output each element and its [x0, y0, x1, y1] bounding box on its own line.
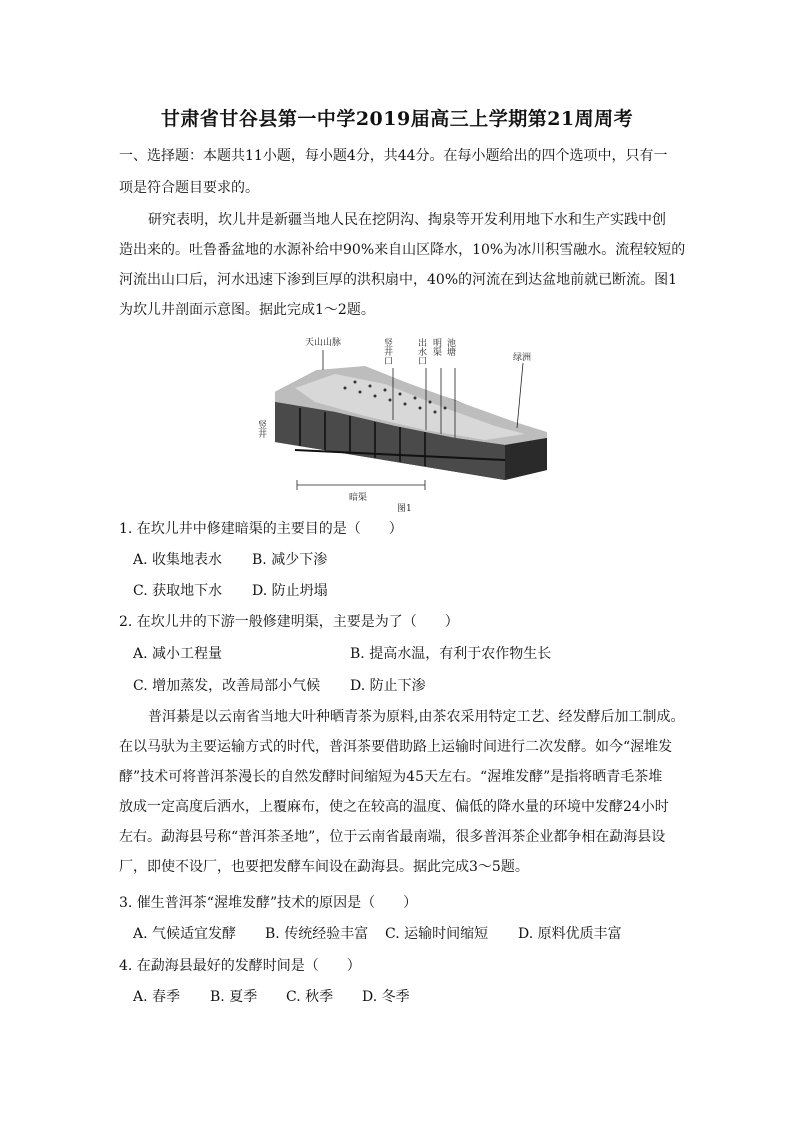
label-shaft-side: 竖井 — [256, 420, 266, 438]
q4-option-d[interactable]: D. 冬季 — [362, 989, 410, 1005]
label-pond: 池塘 — [445, 338, 455, 356]
passage1-line-1: 研究表明，坎儿井是新疆当地人民在挖阴沟、掏泉等开发利用地下水和生产实践中创 — [148, 212, 666, 228]
label-oasis: 绿洲 — [513, 353, 532, 363]
q3-option-a[interactable]: A. 气候适宜发酵 — [133, 926, 237, 942]
passage2-line-3: 酵”技术可将普洱茶漫长的自然发酵时间缩短为45天左右。“渥堆发酵”是指将晒青毛茶堆 — [119, 769, 663, 785]
q2-option-b[interactable]: B. 提高水温，有利于农作物生长 — [350, 646, 552, 662]
label-dark-canal: 暗渠 — [349, 493, 368, 503]
section-instructions-line-1: 一、选择题：本题共11小题，每小题4分，共44分。在每小题给出的四个选项中，只有一 — [119, 148, 668, 164]
q2-option-d[interactable]: D. 防止下渗 — [350, 678, 426, 694]
section-instructions-line-2: 项是符合题目要求的。 — [119, 180, 259, 196]
q4-option-b[interactable]: B. 夏季 — [210, 989, 258, 1005]
label-open-canal: 明渠 — [431, 338, 441, 356]
q4-stem: 4. 在勐海县最好的发酵时间是（ ） — [119, 958, 361, 974]
passage2-line-2: 在以马驮为主要运输方式的时代，普洱茶要借助路上运输时间进行二次发酵。如今“渥堆发 — [119, 739, 673, 755]
passage2-line-1: 普洱綦是以云南省当地大叶种晒青茶为原料,由茶农采用特定工艺、经发酵后加工制成。 — [148, 709, 685, 725]
passage1-line-4: 为坎儿井剖面示意图。据此完成1～2题。 — [119, 302, 375, 318]
q4-option-c[interactable]: C. 秋季 — [286, 989, 334, 1005]
q3-stem: 3. 催生普洱茶“渥堆发酵”技术的原因是（ ） — [119, 895, 418, 911]
passage2-line-5: 左右。勐海县号称“普洱茶圣地”，位于云南省最南端，很多普洱茶企业都争相在勐海县设 — [119, 829, 666, 845]
q1-option-a[interactable]: A. 收集地表水 — [133, 552, 223, 568]
q1-stem: 1. 在坎儿井中修建暗渠的主要目的是（ ） — [119, 521, 403, 537]
passage2-line-4: 放成一定高度后洒水，上覆麻布，使之在较高的温度、偏低的降水量的环境中发酵24小时 — [119, 799, 669, 815]
q1-option-c[interactable]: C. 获取地下水 — [133, 583, 223, 599]
q2-option-a[interactable]: A. 减小工程量 — [133, 646, 223, 662]
passage2-line-6: 厂，即使不设厂，也要把发酵车间设在勐海县。据此完成3～5题。 — [119, 859, 529, 875]
q2-option-c[interactable]: C. 增加蒸发，改善局部小气候 — [133, 678, 321, 694]
q2-stem: 2. 在坎儿井的下游一般修建明渠，主要是为了（ ） — [119, 614, 459, 630]
label-shaft-top: 竖井口 — [382, 338, 392, 365]
figure-caption: 图1 — [397, 504, 412, 514]
label-mountain: 天山山脉 — [305, 338, 342, 348]
q4-option-a[interactable]: A. 春季 — [133, 989, 181, 1005]
passage1-line-2: 造出来的。吐鲁番盆地的水源补给中90%来自山区降水，10%为冰川积雪融水。流程较短的 — [119, 242, 686, 258]
page-title: 甘肃省甘谷县第一中学2019届高三上学期第21周周考 — [160, 108, 634, 130]
q1-option-b[interactable]: B. 减少下渗 — [252, 552, 328, 568]
q3-option-c[interactable]: C. 运输时间缩短 — [385, 926, 489, 942]
q1-option-d[interactable]: D. 防止坍塌 — [252, 583, 328, 599]
passage1-line-3: 河流出山口后，河水迅速下渗到巨厚的洪积扇中，40%的河流在到达盆地前就已断流。图1 — [119, 272, 678, 288]
q3-option-d[interactable]: D. 原料优质丰富 — [518, 926, 622, 942]
q3-option-b[interactable]: B. 传统经验丰富 — [265, 926, 369, 942]
label-outlet: 出水口 — [416, 338, 426, 365]
karez-cross-section-figure — [255, 330, 555, 515]
